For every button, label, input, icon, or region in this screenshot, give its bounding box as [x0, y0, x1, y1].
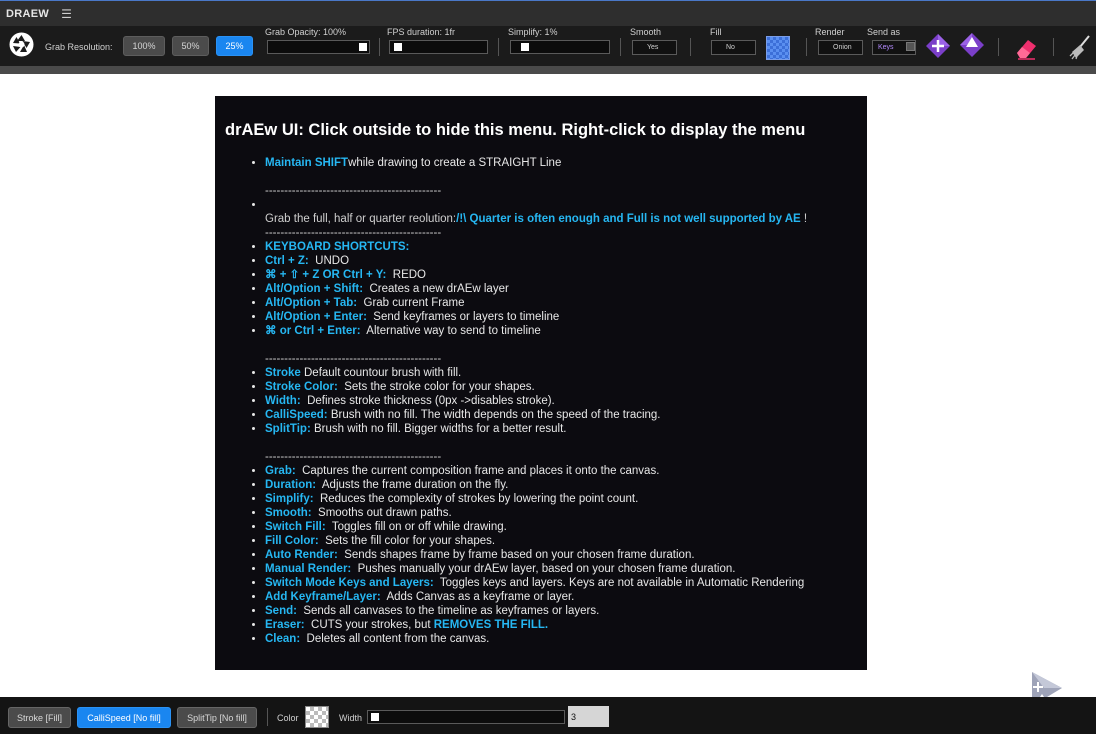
stroke-width-slider[interactable] [367, 710, 565, 724]
toolbar-divider [498, 38, 499, 56]
shortcut-item [265, 296, 860, 310]
help-text: Toggles keys and layers. Keys are not available in Automatic Rendering [439, 577, 805, 589]
toolbar-divider [806, 38, 807, 56]
tool-item [265, 576, 860, 590]
grab-opacity-knob[interactable] [359, 43, 367, 51]
stroke-brush-button[interactable]: Stroke [Fill] [8, 707, 71, 728]
resolution-100-button[interactable]: 100% [123, 36, 165, 56]
simplify-slider[interactable] [510, 40, 610, 54]
aperture-icon[interactable] [8, 31, 35, 58]
stroke-color-label: Color [277, 713, 299, 723]
simplify-label: Simplify: 1% [508, 27, 558, 37]
help-text: Brush with no fill. The width depends on the speed of the tracing. [330, 409, 661, 421]
help-text: Sets the stroke color for your shapes. [344, 381, 535, 393]
help-key: Alt/Option + Shift: [265, 283, 364, 295]
help-key: Stroke Color: [265, 381, 338, 393]
grab-resolution-label: Grab Resolution: [45, 42, 113, 52]
tool-item [265, 618, 860, 632]
toolbar-bottom-strip [0, 66, 1096, 74]
tool-item [265, 604, 860, 618]
tool-item [265, 534, 860, 548]
help-text: Creates a new drAEw layer [369, 283, 509, 295]
help-key: Manual Render: [265, 563, 352, 575]
splittip-brush-button[interactable]: SplitTip [No fill] [177, 707, 257, 728]
help-text: Grab the full, half or quarter reolution: [265, 213, 457, 225]
help-text: while drawing to create a STRAIGHT Line [348, 157, 562, 169]
help-text: Captures the current composition frame and places it onto the canvas. [302, 465, 660, 477]
toolbar-divider [690, 38, 691, 56]
fps-duration-slider[interactable] [389, 40, 488, 54]
fill-label: Fill [710, 27, 722, 37]
resolution-50-button[interactable]: 50% [172, 36, 209, 56]
help-text: Toggles fill on or off while drawing. [331, 521, 507, 533]
tool-item [265, 520, 860, 534]
help-text: ! [800, 213, 808, 225]
help-key: Fill Color: [265, 535, 319, 547]
tool-item [265, 562, 860, 576]
send-as-label: Send as [867, 27, 901, 37]
help-separator: ---------------------------------------------- [265, 227, 442, 239]
help-text: Sets the fill color for your shapes. [325, 535, 496, 547]
toolbar-divider [998, 38, 999, 56]
help-item [265, 240, 860, 254]
toolbar-divider [379, 38, 380, 56]
bottom-toolbar [0, 697, 1096, 734]
help-item [265, 156, 860, 170]
help-key: Stroke [265, 367, 301, 379]
help-item [265, 212, 860, 226]
fill-color-swatch[interactable] [766, 36, 790, 60]
help-key: Width: [265, 395, 301, 407]
help-key: Switch Fill: [265, 521, 326, 533]
help-text: CUTS your strokes, but [311, 619, 434, 631]
top-toolbar [0, 26, 1096, 66]
brush-item [265, 408, 860, 422]
shortcut-item [265, 310, 860, 324]
shortcut-item [265, 324, 860, 338]
toolbar-divider [620, 38, 621, 56]
help-spacer [265, 170, 860, 184]
tool-item [265, 478, 860, 492]
help-text: Default countour brush with fill. [304, 367, 462, 379]
help-key: Smooth: [265, 507, 312, 519]
broom-icon[interactable] [1067, 34, 1093, 60]
help-menu-panel[interactable] [215, 96, 867, 670]
send-as-toggle[interactable] [906, 42, 915, 51]
help-text: REDO [392, 269, 426, 281]
help-text: Smooths out drawn paths. [318, 507, 452, 519]
help-key: KEYBOARD SHORTCUTS: [265, 241, 410, 253]
help-key: ⌘ or Ctrl + Enter: [265, 325, 361, 337]
app-title: DRAEW [6, 7, 50, 20]
shortcut-item [265, 254, 860, 268]
help-key: Maintain SHIFT [265, 157, 349, 169]
fps-duration-knob[interactable] [394, 43, 402, 51]
brush-item [265, 380, 860, 394]
help-warning: REMOVES THE FILL. [433, 619, 549, 631]
help-key: ⌘ + ⇧ + Z OR Ctrl + Y: [265, 269, 387, 281]
help-item [265, 198, 860, 212]
help-key: Auto Render: [265, 549, 338, 561]
help-text: UNDO [315, 255, 350, 267]
hamburger-icon[interactable]: ☰ [61, 6, 72, 21]
help-warning: /!\ Quarter is often enough and Full is not well supported by AE [456, 213, 801, 225]
help-spacer [265, 338, 860, 352]
title-bar [0, 0, 1096, 26]
send-as-select[interactable]: Keys [872, 40, 916, 55]
tool-item [265, 632, 860, 646]
toolbar-divider [1053, 38, 1054, 56]
simplify-knob[interactable] [521, 43, 529, 51]
fps-duration-label: FPS duration: 1fr [387, 27, 456, 37]
help-text: Adds Canvas as a keyframe or layer. [386, 591, 575, 603]
help-title: drAEw UI: Click outside to hide this menu. Right-click to display the menu [225, 121, 806, 139]
toolbar-divider [267, 708, 268, 726]
callispeed-brush-button[interactable]: CalliSpeed [No fill] [77, 707, 171, 728]
help-key: Add Keyframe/Layer: [265, 591, 381, 603]
help-separator: ---------------------------------------------- [265, 185, 442, 197]
help-key: Ctrl + Z: [265, 255, 309, 267]
shortcut-item [265, 282, 860, 296]
help-key: SplitTip: [265, 423, 311, 435]
help-text: Grab current Frame [363, 297, 465, 309]
help-key: Simplify: [265, 493, 314, 505]
help-key: Alt/Option + Enter: [265, 311, 367, 323]
tool-item [265, 506, 860, 520]
help-key: Clean: [265, 633, 301, 645]
help-key: Send: [265, 605, 297, 617]
help-text: Defines stroke thickness (0px ->disables stroke). [307, 395, 555, 407]
help-spacer [265, 436, 860, 450]
stroke-width-label: Width [339, 713, 363, 723]
resolution-25-button[interactable]: 25% [216, 36, 253, 56]
tool-item [265, 548, 860, 562]
help-separator: ---------------------------------------------- [265, 451, 442, 463]
help-text: Alternative way to send to timeline [366, 325, 541, 337]
render-label: Render [815, 27, 845, 37]
help-text: Pushes manually your drAEw layer, based on your chosen frame duration. [357, 563, 736, 575]
add-keyframe-icon[interactable] [925, 33, 951, 59]
stroke-width-input[interactable]: 3 [568, 706, 609, 727]
brush-item [265, 394, 860, 408]
help-text: Send keyframes or layers to timeline [373, 311, 560, 323]
add-layer-icon[interactable] [959, 32, 985, 58]
smooth-select[interactable]: Yes [632, 40, 677, 55]
stroke-color-swatch[interactable] [305, 706, 329, 728]
stroke-width-knob[interactable] [371, 713, 379, 721]
help-text: Brush with no fill. Bigger widths for a better result. [313, 423, 567, 435]
grab-opacity-slider[interactable] [267, 40, 370, 54]
brush-item [265, 422, 860, 436]
tool-item [265, 590, 860, 604]
help-list [265, 156, 860, 646]
help-text: Sends shapes frame by frame based on your chosen frame duration. [344, 549, 695, 561]
help-key: CalliSpeed: [265, 409, 328, 421]
help-text: Deletes all content from the canvas. [306, 633, 490, 645]
tool-item [265, 464, 860, 478]
tool-item [265, 492, 860, 506]
help-key: Switch Mode Keys and Layers: [265, 577, 434, 589]
help-text: Adjusts the frame duration on the fly. [321, 479, 509, 491]
help-key: Eraser: [265, 619, 305, 631]
shortcut-item [265, 268, 860, 282]
brush-item [265, 366, 860, 380]
smooth-label: Smooth [630, 27, 662, 37]
grab-opacity-label: Grab Opacity: 100% [265, 27, 347, 37]
help-key: Grab: [265, 465, 296, 477]
help-text: Reduces the complexity of strokes by lowering the point count. [319, 493, 639, 505]
fill-select[interactable]: No [711, 40, 756, 55]
help-key: Alt/Option + Tab: [265, 297, 358, 309]
help-separator: ---------------------------------------------- [265, 353, 442, 365]
render-select[interactable]: Onion [818, 40, 863, 55]
eraser-icon[interactable] [1013, 35, 1039, 61]
help-text: Sends all canvases to the timeline as keyframes or layers. [303, 605, 600, 617]
help-key: Duration: [265, 479, 317, 491]
